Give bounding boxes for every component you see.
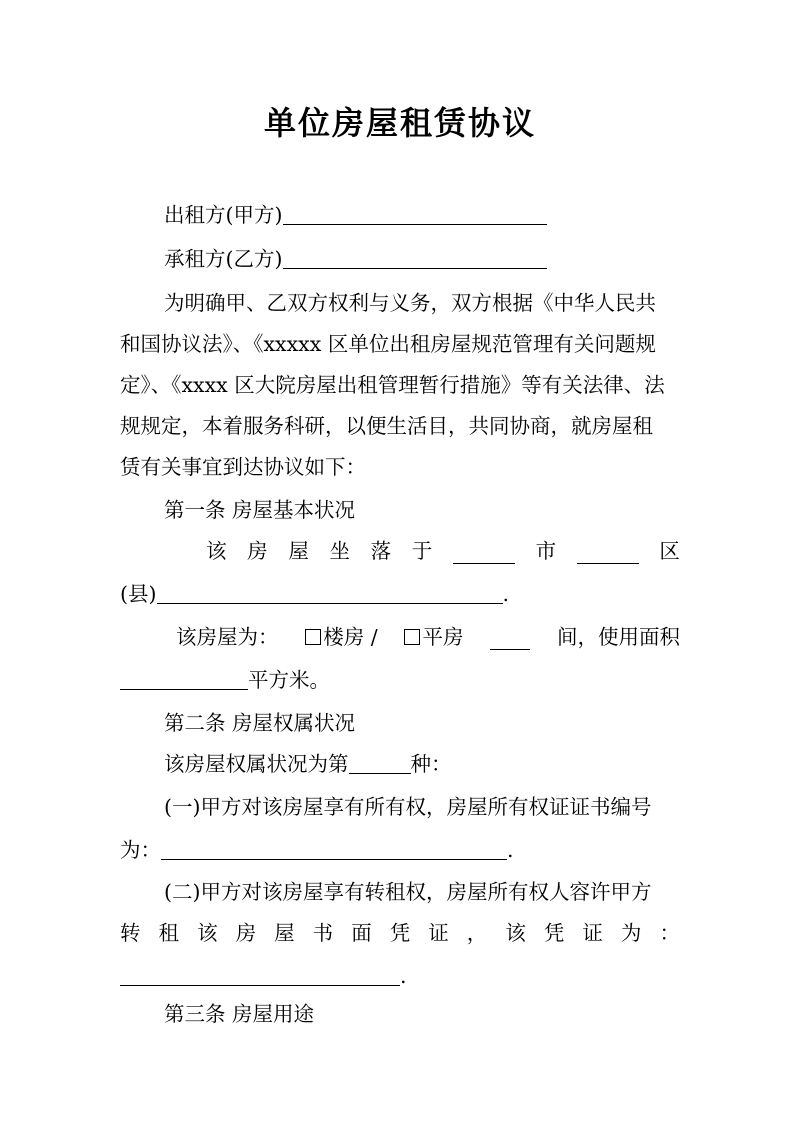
county-blank[interactable]	[157, 579, 503, 604]
item-2-word: ：	[659, 921, 680, 945]
preamble-line-5: 赁有关事宜到达协议如下：	[120, 455, 366, 479]
item-1-label: 为：	[120, 838, 161, 862]
item-1-line-2	[120, 832, 680, 868]
district-blank[interactable]	[577, 539, 639, 564]
item-2-word: 书	[312, 921, 334, 945]
city-label: 市	[535, 539, 557, 563]
item-2-word: 面	[351, 921, 372, 945]
rooms-area-label: 间，使用面积	[557, 625, 680, 649]
item-2-word: ，	[466, 921, 488, 945]
county-line	[120, 576, 680, 612]
preamble-line-1: 为明确甲、乙双方权利与义务，双方根据《中华人民共	[164, 291, 656, 315]
item-2-word: 该	[505, 921, 526, 945]
area-blank[interactable]	[120, 665, 248, 690]
city-blank[interactable]	[453, 539, 515, 564]
item-1-period: .	[507, 838, 514, 862]
party-a-label: 出租方(甲方)	[164, 203, 283, 227]
article-2-heading: 第二条 房屋权属状况	[164, 711, 356, 735]
checkbox-icon[interactable]	[305, 629, 321, 645]
item-2-word: 该	[197, 921, 218, 945]
ownership-type-suffix: 种：	[410, 752, 452, 776]
location-word: 屋	[288, 539, 309, 563]
item-2-line-1: (二)甲方对该房屋享有转租权，房屋所有权人容许甲方	[164, 880, 652, 904]
preamble-line-3: 定》、《xxxx 区大院房屋出租管理暂行措施》等有关法律、法	[120, 373, 665, 397]
rooms-blank[interactable]	[490, 625, 530, 650]
location-word: 坐	[329, 539, 350, 563]
item-1-line-1: (一)甲方对该房屋享有所有权，房屋所有权证证书编号	[164, 795, 652, 819]
item-2-word: 屋	[274, 921, 295, 945]
item-2-word: 为	[620, 921, 642, 945]
article-1-heading: 第一条 房屋基本状况	[164, 498, 356, 522]
preamble-line-4: 规规定，本着服务科研，以便生活目，共同协商，就房屋租	[120, 414, 653, 438]
option-bungalow[interactable]	[404, 619, 463, 655]
district-label: 区	[659, 539, 680, 563]
item-2-word: 凭	[389, 921, 411, 945]
article-3-heading: 第三条 房屋用途	[164, 1002, 315, 1026]
county-period: .	[502, 582, 510, 606]
item-2-word: 证	[428, 921, 449, 945]
location-word: 该	[206, 539, 227, 563]
party-b-blank[interactable]	[283, 244, 547, 269]
item-2-line-3	[120, 958, 680, 994]
party-b-label: 承租方(乙方)	[164, 247, 283, 271]
party-a-blank[interactable]	[283, 200, 547, 225]
item-2-period: .	[400, 964, 407, 988]
item-2-word: 转	[120, 921, 141, 945]
house-type-label: 该房屋为：	[176, 625, 279, 649]
option-bungalow-label: 平房	[422, 625, 464, 649]
location-word: 于	[411, 539, 433, 563]
area-unit: 平方米。	[248, 668, 330, 692]
item-2-word: 租	[158, 921, 180, 945]
checkbox-icon[interactable]	[404, 629, 420, 645]
page-title: 单位房屋租赁协议	[263, 104, 536, 142]
ownership-type-blank[interactable]	[349, 749, 411, 774]
item-2-word: 房	[235, 921, 257, 945]
location-word: 房	[247, 539, 268, 563]
county-label: (县)	[120, 582, 157, 606]
area-line	[120, 662, 680, 698]
option-building-label: 楼房 /	[323, 625, 378, 649]
voucher-blank[interactable]	[120, 961, 400, 986]
house-type-line	[176, 619, 680, 655]
preamble-line-2: 和国协议法》、《xxxxx 区单位出租房屋规范管理有关问题规	[120, 332, 656, 356]
item-2-line-2	[120, 915, 680, 951]
location-word: 落	[370, 539, 392, 563]
ownership-type-line	[164, 746, 680, 782]
party-a-line	[164, 197, 680, 233]
location-line	[206, 533, 680, 569]
party-b-line	[164, 241, 680, 277]
item-2-word: 证	[582, 921, 603, 945]
certificate-number-blank[interactable]	[161, 835, 507, 860]
item-2-word: 凭	[543, 921, 565, 945]
ownership-type-label: 该房屋权属状况为第	[164, 752, 349, 776]
option-building[interactable]	[305, 619, 377, 655]
